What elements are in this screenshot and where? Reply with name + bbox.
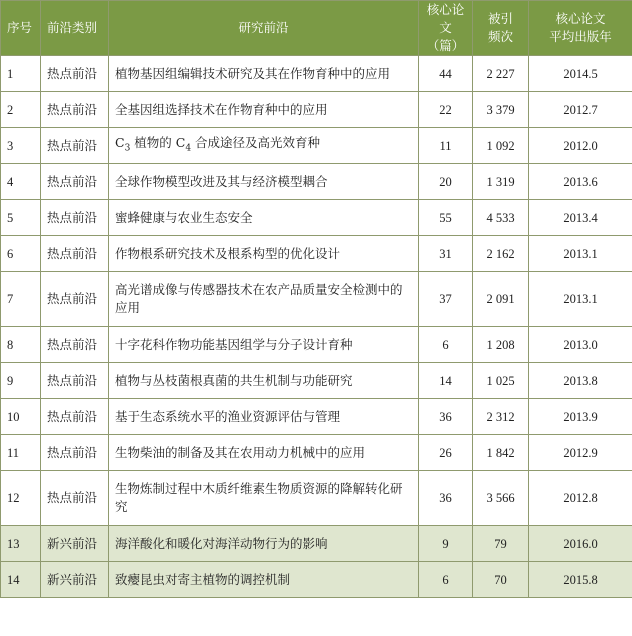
row-cited: 1 025 bbox=[473, 363, 529, 399]
header-avg-year bbox=[529, 1, 632, 56]
row-year: 2015.8 bbox=[529, 562, 632, 598]
table-row bbox=[1, 471, 632, 526]
row-cited: 4 533 bbox=[473, 200, 529, 236]
row-core: 6 bbox=[419, 327, 473, 363]
row-year: 2016.0 bbox=[529, 526, 632, 562]
row-cited: 70 bbox=[473, 562, 529, 598]
front-subscript-4: 4 bbox=[185, 143, 192, 154]
row-front: 作物根系研究技术及根系构型的优化设计 bbox=[109, 236, 419, 272]
row-no: 8 bbox=[1, 327, 41, 363]
row-core: 11 bbox=[419, 128, 473, 164]
row-front bbox=[109, 128, 419, 164]
row-front: 致瘿昆虫对寄主植物的调控机制 bbox=[109, 562, 419, 598]
row-front: 高光谱成像与传感器技术在农产品质量安全检测中的应用 bbox=[109, 272, 419, 327]
row-core: 55 bbox=[419, 200, 473, 236]
row-year: 2012.7 bbox=[529, 92, 632, 128]
table-row bbox=[1, 128, 632, 164]
row-no: 12 bbox=[1, 471, 41, 526]
row-cited: 2 227 bbox=[473, 56, 529, 92]
row-cited: 2 162 bbox=[473, 236, 529, 272]
row-category: 热点前沿 bbox=[41, 128, 109, 164]
row-year: 2012.9 bbox=[529, 435, 632, 471]
row-year: 2013.6 bbox=[529, 164, 632, 200]
row-category: 热点前沿 bbox=[41, 56, 109, 92]
row-core: 31 bbox=[419, 236, 473, 272]
row-core: 44 bbox=[419, 56, 473, 92]
header-cited-line1: 被引 bbox=[487, 11, 513, 26]
row-core: 36 bbox=[419, 399, 473, 435]
table-row bbox=[1, 363, 632, 399]
row-category: 热点前沿 bbox=[41, 164, 109, 200]
table-row bbox=[1, 92, 632, 128]
row-no: 13 bbox=[1, 526, 41, 562]
row-category: 热点前沿 bbox=[41, 363, 109, 399]
row-cited: 79 bbox=[473, 526, 529, 562]
table-row bbox=[1, 327, 632, 363]
row-category: 热点前沿 bbox=[41, 435, 109, 471]
row-no: 1 bbox=[1, 56, 41, 92]
row-category: 新兴前沿 bbox=[41, 562, 109, 598]
row-no: 10 bbox=[1, 399, 41, 435]
front-part-plant-c: 植物的 C bbox=[130, 134, 186, 150]
front-part-c: C bbox=[115, 134, 125, 150]
table-row bbox=[1, 236, 632, 272]
row-category: 热点前沿 bbox=[41, 92, 109, 128]
row-no: 9 bbox=[1, 363, 41, 399]
row-category: 热点前沿 bbox=[41, 327, 109, 363]
row-category: 新兴前沿 bbox=[41, 526, 109, 562]
row-no: 4 bbox=[1, 164, 41, 200]
row-year: 2013.1 bbox=[529, 272, 632, 327]
table-row bbox=[1, 56, 632, 92]
row-category: 热点前沿 bbox=[41, 200, 109, 236]
row-cited: 3 566 bbox=[473, 471, 529, 526]
header-category: 前沿类别 bbox=[41, 1, 109, 56]
row-front: 全球作物模型改进及其与经济模型耦合 bbox=[109, 164, 419, 200]
header-no: 序号 bbox=[1, 1, 41, 56]
row-front: 生物炼制过程中木质纤维素生物质资源的降解转化研究 bbox=[109, 471, 419, 526]
row-core: 26 bbox=[419, 435, 473, 471]
row-front: 基于生态系统水平的渔业资源评估与管理 bbox=[109, 399, 419, 435]
row-core: 9 bbox=[419, 526, 473, 562]
row-category: 热点前沿 bbox=[41, 399, 109, 435]
row-category: 热点前沿 bbox=[41, 471, 109, 526]
header-year-line2: 平均出版年 bbox=[549, 29, 612, 44]
row-cited: 1 092 bbox=[473, 128, 529, 164]
row-year: 2013.1 bbox=[529, 236, 632, 272]
row-no: 11 bbox=[1, 435, 41, 471]
row-cited: 2 312 bbox=[473, 399, 529, 435]
table-row-emerging bbox=[1, 562, 632, 598]
row-core: 6 bbox=[419, 562, 473, 598]
row-category: 热点前沿 bbox=[41, 236, 109, 272]
row-core: 37 bbox=[419, 272, 473, 327]
row-cited: 2 091 bbox=[473, 272, 529, 327]
row-no: 5 bbox=[1, 200, 41, 236]
row-front: 植物与丛枝菌根真菌的共生机制与功能研究 bbox=[109, 363, 419, 399]
row-cited: 1 208 bbox=[473, 327, 529, 363]
header-cited-line2: 频次 bbox=[487, 29, 513, 44]
row-year: 2013.8 bbox=[529, 363, 632, 399]
table-row bbox=[1, 272, 632, 327]
front-part-rest: 合成途径及高光效育种 bbox=[191, 134, 321, 150]
row-front: 十字花科作物功能基因组学与分子设计育种 bbox=[109, 327, 419, 363]
table-row bbox=[1, 200, 632, 236]
row-year: 2013.9 bbox=[529, 399, 632, 435]
row-front: 植物基因组编辑技术研究及其在作物育种中的应用 bbox=[109, 56, 419, 92]
row-year: 2013.4 bbox=[529, 200, 632, 236]
header-year-line1: 核心论文 bbox=[555, 11, 606, 26]
header-core-line2: （篇） bbox=[426, 38, 465, 53]
row-core: 36 bbox=[419, 471, 473, 526]
header-core-papers bbox=[419, 1, 473, 56]
row-no: 3 bbox=[1, 128, 41, 164]
row-category: 热点前沿 bbox=[41, 272, 109, 327]
header-front: 研究前沿 bbox=[109, 1, 419, 56]
row-cited: 1 842 bbox=[473, 435, 529, 471]
row-front: 生物柴油的制备及其在农用动力机械中的应用 bbox=[109, 435, 419, 471]
row-core: 14 bbox=[419, 363, 473, 399]
row-no: 6 bbox=[1, 236, 41, 272]
row-year: 2014.5 bbox=[529, 56, 632, 92]
row-front: 海洋酸化和暖化对海洋动物行为的影响 bbox=[109, 526, 419, 562]
row-cited: 1 319 bbox=[473, 164, 529, 200]
row-no: 14 bbox=[1, 562, 41, 598]
row-cited: 3 379 bbox=[473, 92, 529, 128]
front-subscript-3: 3 bbox=[124, 143, 131, 154]
header-row bbox=[1, 1, 632, 56]
row-front: 全基因组选择技术在作物育种中的应用 bbox=[109, 92, 419, 128]
row-year: 2013.0 bbox=[529, 327, 632, 363]
row-no: 7 bbox=[1, 272, 41, 327]
row-core: 20 bbox=[419, 164, 473, 200]
table-row-emerging bbox=[1, 526, 632, 562]
row-core: 22 bbox=[419, 92, 473, 128]
table-row bbox=[1, 164, 632, 200]
row-year: 2012.0 bbox=[529, 128, 632, 164]
table-row bbox=[1, 435, 632, 471]
header-core-line1: 核心论文 bbox=[426, 2, 465, 35]
row-year: 2012.8 bbox=[529, 471, 632, 526]
header-citations bbox=[473, 1, 529, 56]
row-front: 蜜蜂健康与农业生态安全 bbox=[109, 200, 419, 236]
row-no: 2 bbox=[1, 92, 41, 128]
table-row bbox=[1, 399, 632, 435]
